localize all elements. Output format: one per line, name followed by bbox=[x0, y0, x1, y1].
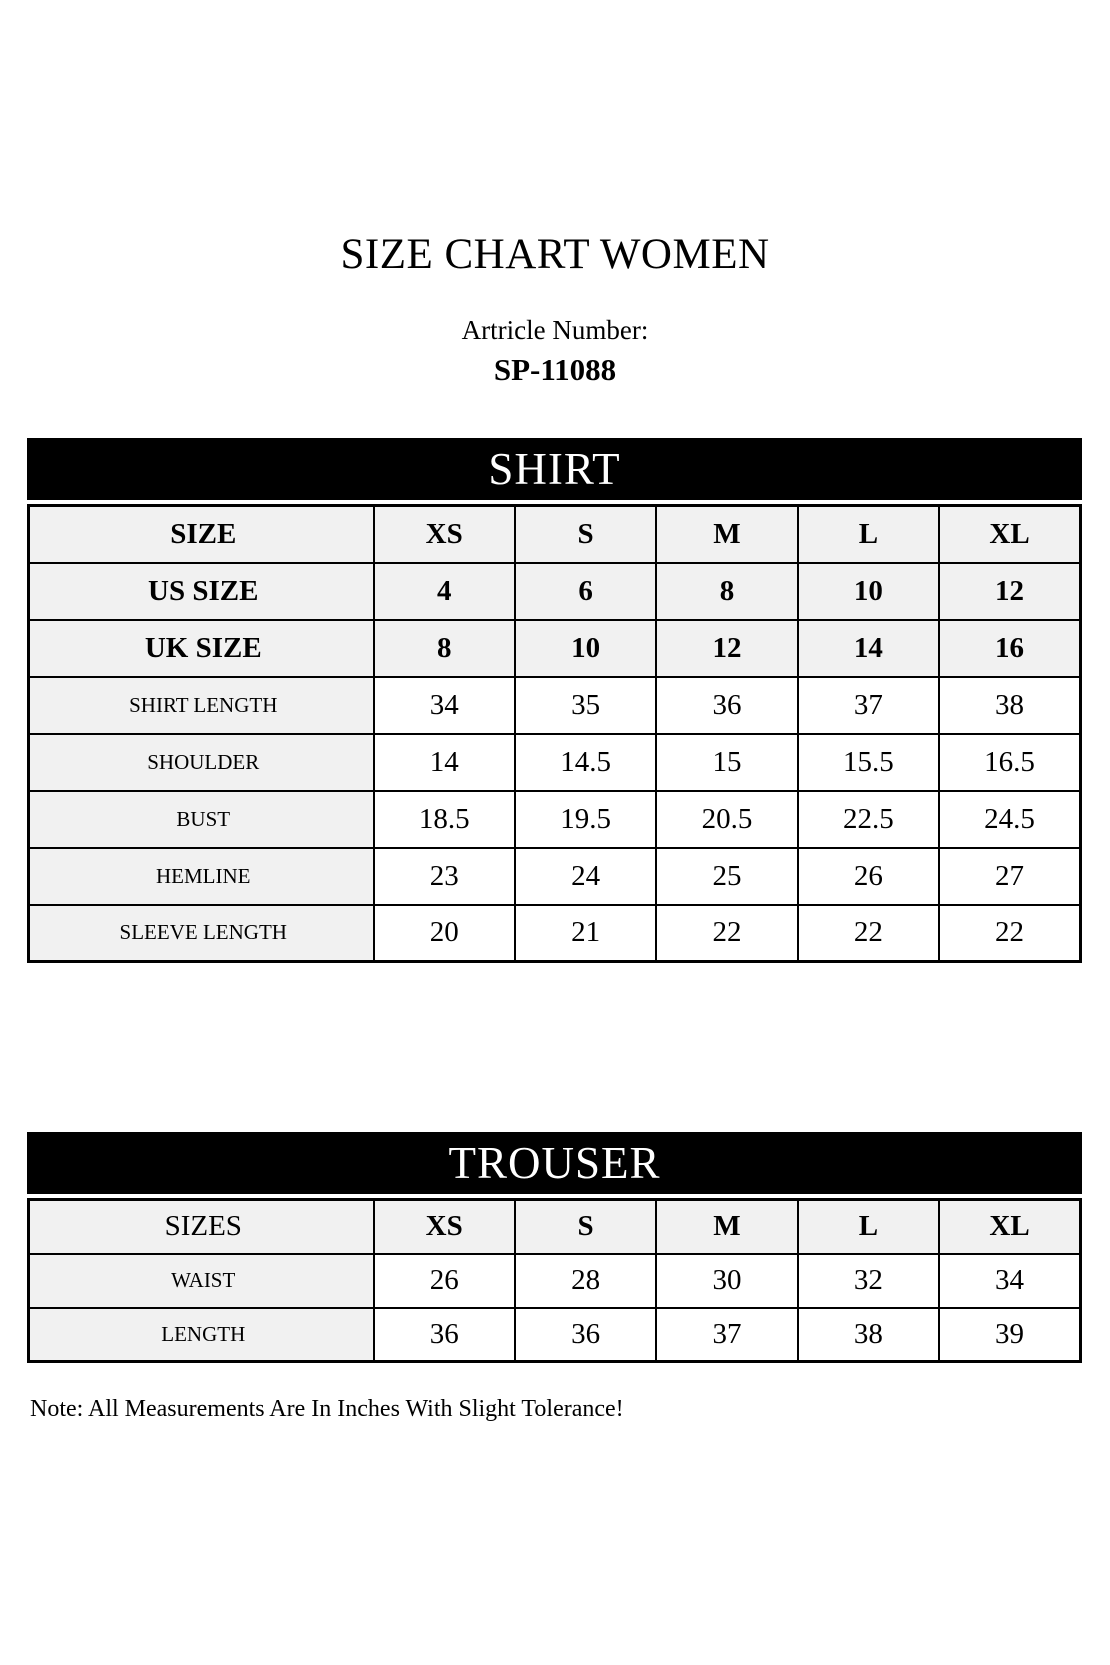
size-header-cell: L bbox=[798, 506, 939, 563]
shirt-size-table bbox=[27, 438, 1082, 963]
size-header-cell: M bbox=[656, 506, 797, 563]
trouser-table-caption: TROUSER bbox=[27, 1132, 1082, 1194]
measurement-value-cell: 22 bbox=[939, 905, 1080, 962]
size-header-cell: 16 bbox=[939, 620, 1080, 677]
measurement-value-cell: 39 bbox=[939, 1308, 1080, 1362]
row-label-cell: SLEEVE LENGTH bbox=[29, 905, 374, 962]
trouser-table-grid bbox=[27, 1198, 1082, 1363]
size-header-cell: XL bbox=[939, 506, 1080, 563]
measurement-value-cell: 26 bbox=[374, 1254, 515, 1308]
table-row bbox=[29, 1308, 1081, 1362]
row-label-cell: UK SIZE bbox=[29, 620, 374, 677]
size-header-cell: L bbox=[798, 1200, 939, 1254]
measurement-value-cell: 18.5 bbox=[374, 791, 515, 848]
measurement-value-cell: 19.5 bbox=[515, 791, 656, 848]
size-header-cell: 12 bbox=[939, 563, 1080, 620]
shirt-table-caption: SHIRT bbox=[27, 438, 1082, 500]
size-header-cell: 10 bbox=[798, 563, 939, 620]
measurement-value-cell: 34 bbox=[939, 1254, 1080, 1308]
measurement-value-cell: 22.5 bbox=[798, 791, 939, 848]
measurement-value-cell: 15 bbox=[656, 734, 797, 791]
row-label-cell: SHIRT LENGTH bbox=[29, 677, 374, 734]
table-row bbox=[29, 677, 1081, 734]
measurement-value-cell: 37 bbox=[798, 677, 939, 734]
measurement-value-cell: 22 bbox=[798, 905, 939, 962]
table-row bbox=[29, 905, 1081, 962]
row-label-cell: SIZE bbox=[29, 506, 374, 563]
measurement-value-cell: 25 bbox=[656, 848, 797, 905]
size-header-cell: 12 bbox=[656, 620, 797, 677]
table-row bbox=[29, 734, 1081, 791]
table-row bbox=[29, 563, 1081, 620]
row-label-cell: LENGTH bbox=[29, 1308, 374, 1362]
measurement-value-cell: 34 bbox=[374, 677, 515, 734]
shirt-table-grid bbox=[27, 504, 1082, 963]
article-number-value: SP-11088 bbox=[493, 352, 617, 387]
measurement-value-cell: 20 bbox=[374, 905, 515, 962]
measurement-value-cell: 15.5 bbox=[798, 734, 939, 791]
measurement-value-cell: 32 bbox=[798, 1254, 939, 1308]
page-title: SIZE CHART WOMEN bbox=[340, 231, 770, 278]
measurement-value-cell: 28 bbox=[515, 1254, 656, 1308]
measurement-value-cell: 24 bbox=[515, 848, 656, 905]
size-header-cell: S bbox=[515, 506, 656, 563]
size-header-cell: 8 bbox=[374, 620, 515, 677]
measurement-value-cell: 24.5 bbox=[939, 791, 1080, 848]
measurement-value-cell: 26 bbox=[798, 848, 939, 905]
size-header-cell: S bbox=[515, 1200, 656, 1254]
size-header-cell: 8 bbox=[656, 563, 797, 620]
row-label-cell: US SIZE bbox=[29, 563, 374, 620]
table-row bbox=[29, 1254, 1081, 1308]
measurement-value-cell: 36 bbox=[515, 1308, 656, 1362]
measurement-value-cell: 38 bbox=[798, 1308, 939, 1362]
measurement-value-cell: 21 bbox=[515, 905, 656, 962]
size-header-cell: 10 bbox=[515, 620, 656, 677]
row-label-cell: SHOULDER bbox=[29, 734, 374, 791]
measurement-value-cell: 23 bbox=[374, 848, 515, 905]
trouser-size-table bbox=[27, 1132, 1082, 1363]
measurement-value-cell: 35 bbox=[515, 677, 656, 734]
size-header-cell: XL bbox=[939, 1200, 1080, 1254]
size-header-cell: XS bbox=[374, 1200, 515, 1254]
table-row bbox=[29, 620, 1081, 677]
measurement-value-cell: 27 bbox=[939, 848, 1080, 905]
measurement-value-cell: 14 bbox=[374, 734, 515, 791]
row-label-cell: SIZES bbox=[29, 1200, 374, 1254]
row-label-cell: HEMLINE bbox=[29, 848, 374, 905]
table-row bbox=[29, 791, 1081, 848]
table-row bbox=[29, 1200, 1081, 1254]
measurement-value-cell: 36 bbox=[656, 677, 797, 734]
measurement-value-cell: 20.5 bbox=[656, 791, 797, 848]
size-header-cell: M bbox=[656, 1200, 797, 1254]
size-header-cell: 4 bbox=[374, 563, 515, 620]
measurement-value-cell: 30 bbox=[656, 1254, 797, 1308]
article-number-label: Artricle Number: bbox=[461, 315, 649, 345]
size-header-cell: 14 bbox=[798, 620, 939, 677]
size-header-cell: XS bbox=[374, 506, 515, 563]
measurement-value-cell: 36 bbox=[374, 1308, 515, 1362]
heading-block bbox=[0, 230, 1110, 388]
table-row bbox=[29, 848, 1081, 905]
table-row bbox=[29, 506, 1081, 563]
measurement-value-cell: 14.5 bbox=[515, 734, 656, 791]
measurement-value-cell: 22 bbox=[656, 905, 797, 962]
measurement-value-cell: 38 bbox=[939, 677, 1080, 734]
measurement-value-cell: 37 bbox=[656, 1308, 797, 1362]
row-label-cell: BUST bbox=[29, 791, 374, 848]
row-label-cell: WAIST bbox=[29, 1254, 374, 1308]
measurement-value-cell: 16.5 bbox=[939, 734, 1080, 791]
size-header-cell: 6 bbox=[515, 563, 656, 620]
tolerance-note: Note: All Measurements Are In Inches With Slight Tolerance! bbox=[30, 1396, 624, 1422]
